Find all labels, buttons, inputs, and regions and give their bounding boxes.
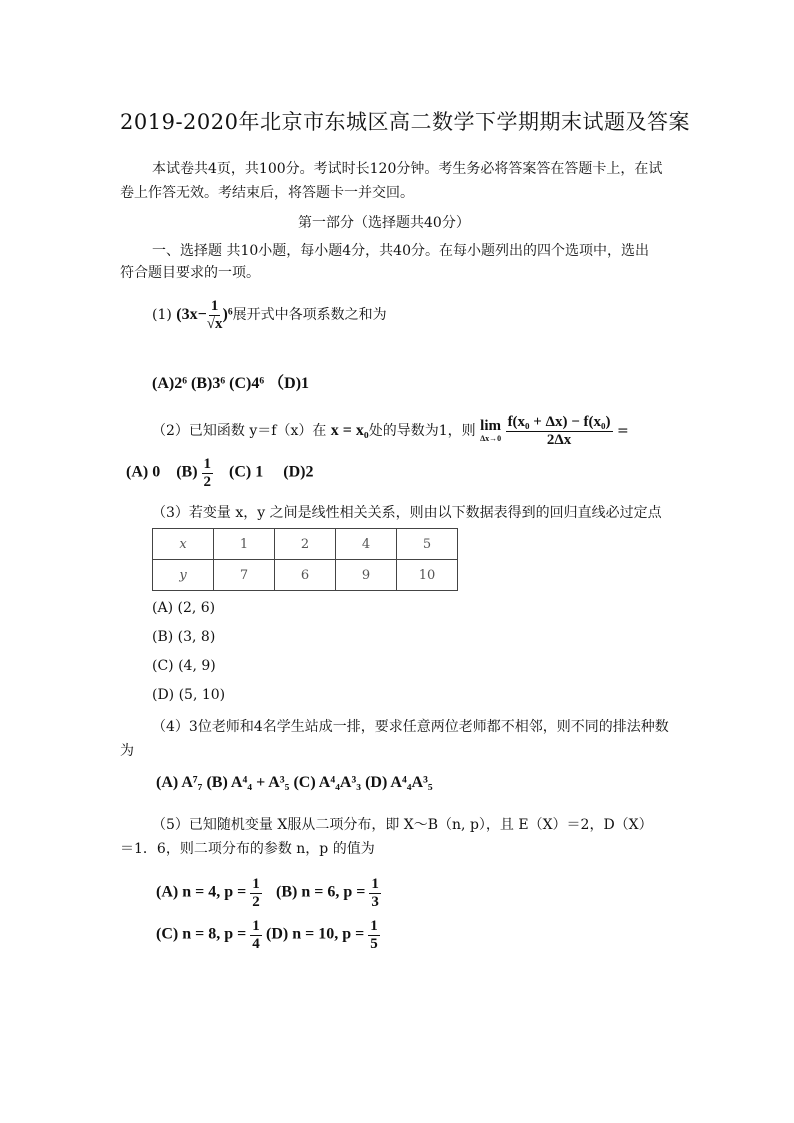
table-row bbox=[153, 560, 458, 591]
limit bbox=[480, 418, 501, 443]
equals: = bbox=[616, 423, 629, 439]
option-label: (C) n = 8, p = bbox=[156, 925, 247, 943]
denominator: 2 bbox=[203, 473, 212, 490]
fraction bbox=[202, 456, 214, 490]
numerator: 1 bbox=[371, 876, 379, 892]
cell: x bbox=[153, 529, 214, 560]
data-table bbox=[152, 528, 458, 591]
section-instructions: 符合题目要求的一项。 bbox=[120, 265, 260, 281]
q5-option-b bbox=[276, 876, 381, 910]
option-b: (B) bbox=[176, 463, 198, 481]
option-a: (A) 0 bbox=[126, 463, 161, 481]
numerator: f(x₀ + Δx) − f(x₀) bbox=[507, 414, 611, 430]
option-d: (D)2 bbox=[283, 463, 314, 481]
section-instructions: 一、选择题 共10小题，每小题4分，共40分。在每小题列出的四个选项中，选出 bbox=[152, 243, 649, 259]
math-expr: )⁶ bbox=[222, 306, 233, 323]
q5-option-d bbox=[266, 918, 380, 952]
cell: 2 bbox=[275, 529, 336, 560]
numerator: 1 bbox=[370, 918, 378, 934]
cell: 7 bbox=[214, 560, 275, 591]
cell: 5 bbox=[397, 529, 458, 560]
denominator: 3 bbox=[371, 893, 379, 910]
cell: y bbox=[153, 560, 214, 591]
question-4: （4）3位老师和4名学生站成一排，要求任意两位老师都不相邻，则不同的排法种数 bbox=[152, 719, 669, 735]
cell: 9 bbox=[336, 560, 397, 591]
question-5: ＝1．6，则二项分布的参数 n，p 的值为 bbox=[120, 841, 375, 857]
cell: 4 bbox=[336, 529, 397, 560]
question-5: （5）已知随机变量 X服从二项分布，即 X～B（n, p），且 E（X）＝2，D（X） bbox=[152, 817, 653, 833]
fraction bbox=[506, 414, 613, 448]
option: (C) (4, 9) bbox=[152, 658, 216, 674]
q5-option-a bbox=[156, 876, 262, 910]
q5-option-c bbox=[156, 918, 262, 952]
denominator: 2Δx bbox=[546, 431, 572, 448]
denominator: 5 bbox=[370, 935, 378, 952]
fraction bbox=[369, 876, 381, 910]
question-text: 处的导数为1，则 bbox=[368, 423, 476, 439]
option-label: (D) n = 10, p = bbox=[266, 925, 365, 943]
question-3: （3）若变量 x，y 之间是线性相关关系，则由以下数据表得到的回归直线必过定点 bbox=[152, 505, 662, 521]
question-2 bbox=[152, 414, 629, 448]
lim-label: lim bbox=[480, 418, 502, 435]
q2-options bbox=[126, 456, 313, 490]
q4-options: (A) A⁷₇ (B) A⁴₄ + A³₅ (C) A⁴₄A³₃ (D) A⁴₄A³₅ bbox=[156, 774, 433, 791]
math-expr: x = x₀ bbox=[330, 422, 369, 439]
cell: 10 bbox=[397, 560, 458, 591]
option: (A) (2, 6) bbox=[152, 600, 216, 616]
numerator: 1 bbox=[252, 918, 260, 934]
table-row bbox=[153, 529, 458, 560]
question-1 bbox=[152, 298, 387, 332]
option: (D) (5, 10) bbox=[152, 687, 226, 703]
denominator: 4 bbox=[252, 935, 260, 952]
option-label: (B) n = 6, p = bbox=[276, 883, 366, 901]
numerator: 1 bbox=[252, 876, 260, 892]
denominator: √x bbox=[206, 315, 223, 332]
question-number: (1) bbox=[152, 307, 172, 323]
part-heading: 第一部分（选择题共40分） bbox=[298, 215, 470, 231]
intro-line: 本试卷共4页，共100分。考试时长120分钟。考生务必将答案答在答题卡上，在试 bbox=[152, 161, 663, 177]
q1-options: (A)2⁶ (B)3⁶ (C)4⁶ （D)1 bbox=[152, 375, 310, 392]
option-c: (C) 1 bbox=[229, 463, 264, 481]
numerator: 1 bbox=[203, 456, 212, 472]
intro-line: 卷上作答无效。考结束后，将答题卡一并交回。 bbox=[120, 185, 414, 201]
question-text: 展开式中各项系数之和为 bbox=[232, 307, 387, 323]
numerator: 1 bbox=[210, 298, 219, 314]
page-title: 2019-2020年北京市东城区高二数学下学期期末试题及答案 bbox=[120, 110, 690, 134]
question-text: （2）已知函数 y＝f（x）在 bbox=[152, 423, 327, 439]
cell: 1 bbox=[214, 529, 275, 560]
denominator: 2 bbox=[252, 893, 260, 910]
math-expr: (3x− bbox=[176, 306, 207, 323]
fraction bbox=[207, 298, 223, 332]
option: (B) (3, 8) bbox=[152, 629, 216, 645]
fraction bbox=[250, 876, 262, 910]
fraction bbox=[250, 918, 262, 952]
cell: 6 bbox=[275, 560, 336, 591]
option-label: (A) n = 4, p = bbox=[156, 883, 247, 901]
fraction bbox=[368, 918, 380, 952]
question-4: 为 bbox=[120, 743, 134, 759]
lim-sub: Δx→0 bbox=[480, 433, 502, 443]
